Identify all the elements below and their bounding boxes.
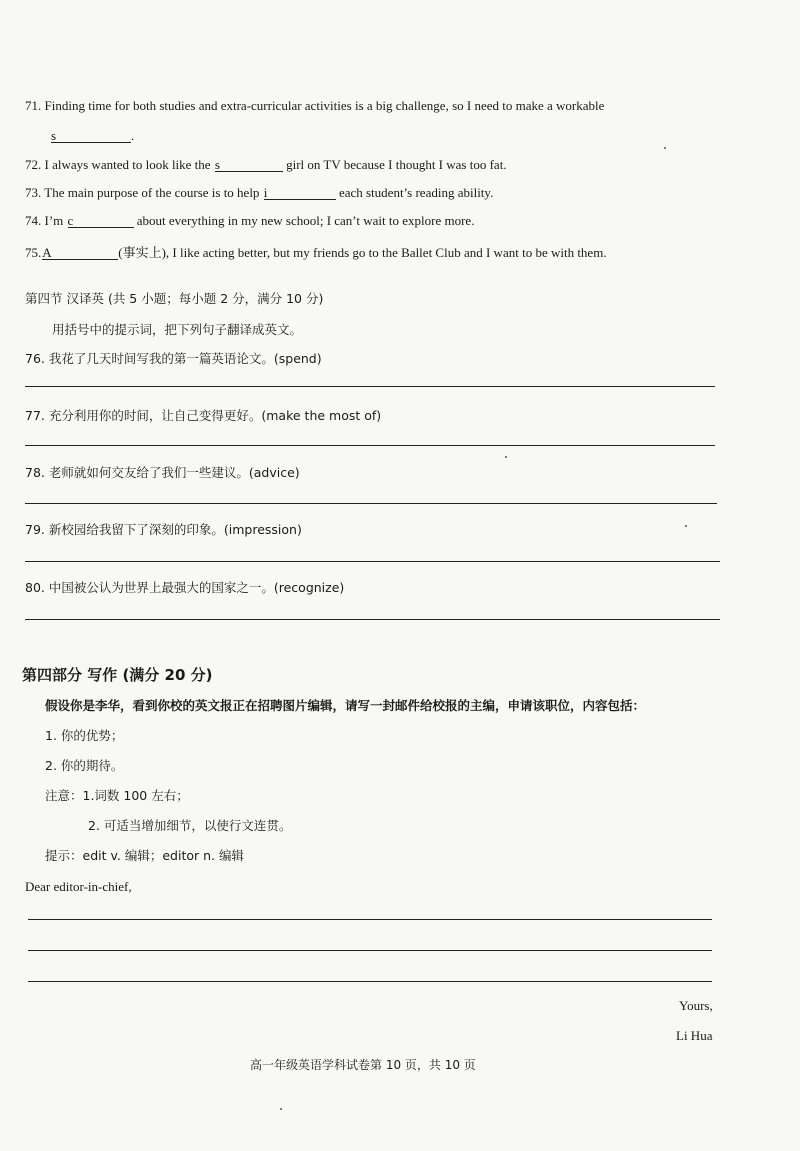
- answer-blank[interactable]: [42, 245, 118, 260]
- question-text: each student’s reading ability.: [338, 185, 494, 200]
- initial-letter: c: [67, 213, 74, 228]
- section-title: 第四节 汉译英 (共 5 小题；每小题 2 分，满分 10 分): [25, 291, 324, 306]
- question-number: 80.: [25, 580, 45, 595]
- speck: [280, 1108, 282, 1110]
- initial-letter: s: [51, 128, 57, 143]
- answer-blank[interactable]: [264, 185, 336, 200]
- writing-line[interactable]: [28, 919, 712, 920]
- letter-signature: Li Hua: [676, 1028, 713, 1043]
- writing-note: 注意：1.词数 100 左右；: [45, 788, 189, 803]
- question-75: [25, 242, 607, 261]
- answer-line[interactable]: [25, 386, 715, 387]
- question-number: 74.: [25, 213, 42, 228]
- speck: [664, 147, 666, 149]
- question-78: [25, 463, 300, 481]
- writing-note: 2. 可适当增加细节，以使行文连贯。: [88, 818, 292, 833]
- question-text: 中国被公认为世界上最强大的国家之一。(recognize): [48, 580, 345, 595]
- question-text: The main purpose of the course is to help: [44, 185, 260, 200]
- section-instruction: 用括号中的提示词，把下列句子翻译成英文。: [52, 322, 303, 337]
- question-number: 76.: [25, 351, 45, 366]
- question-text: 我花了几天时间写我的第一篇英语论文。(spend): [48, 351, 322, 366]
- question-number: 78.: [25, 465, 45, 480]
- question-text: .: [131, 128, 135, 143]
- question-number: 75.: [25, 245, 42, 260]
- question-text: Finding time for both studies and extra-curricular activities is a big challenge, so I need to make a workable: [44, 98, 605, 113]
- question-71: [25, 98, 604, 114]
- writing-point: 2. 你的期待。: [45, 758, 124, 773]
- question-number: 72.: [25, 157, 42, 172]
- answer-blank[interactable]: [51, 128, 131, 143]
- initial-letter: i: [263, 185, 268, 200]
- question-76: [25, 349, 322, 367]
- speck: [685, 525, 687, 527]
- question-text: I’m: [44, 213, 64, 228]
- answer-line[interactable]: [25, 561, 720, 562]
- question-80: [25, 578, 344, 596]
- writing-prompt: 假设你是李华，看到你校的英文报正在招聘图片编辑，请写一封邮件给校报的主编，申请该职位，内容包括：: [45, 698, 646, 713]
- question-text: about everything in my new school; I can’t wait to explore more.: [136, 213, 475, 228]
- question-71-answer: [50, 128, 134, 144]
- page-footer: 高一年级英语学科试卷第 10 页，共 10 页: [250, 1058, 476, 1072]
- question-number: 77.: [25, 408, 45, 423]
- question-text: I always wanted to look like the: [44, 157, 211, 172]
- writing-hint: 提示：edit v. 编辑；editor n. 编辑: [45, 848, 244, 863]
- question-73: [25, 185, 493, 201]
- question-number: 73.: [25, 185, 42, 200]
- initial-letter: s: [214, 157, 220, 172]
- answer-line[interactable]: [25, 445, 715, 446]
- letter-closing: Yours,: [679, 998, 713, 1013]
- answer-line[interactable]: [25, 503, 717, 504]
- writing-line[interactable]: [28, 950, 712, 951]
- question-number: 71.: [25, 98, 42, 113]
- question-79: [25, 520, 302, 538]
- initial-letter: A: [42, 245, 52, 260]
- speck: [505, 456, 507, 458]
- answer-blank[interactable]: [68, 213, 134, 228]
- question-72: [25, 157, 507, 173]
- part-title: 第四部分 写作 (满分 20 分): [22, 666, 213, 684]
- question-number: 79.: [25, 522, 45, 537]
- question-text: (事实上), I like acting better, but my friends go to the Ballet Club and I want to be with them.: [118, 245, 607, 260]
- answer-blank[interactable]: [215, 157, 283, 172]
- answer-line[interactable]: [25, 619, 720, 620]
- question-77: [25, 406, 381, 424]
- question-74: [25, 213, 474, 229]
- writing-line[interactable]: [28, 981, 712, 982]
- question-text: 新校园给我留下了深刻的印象。(impression): [48, 522, 302, 537]
- writing-point: 1. 你的优势；: [45, 728, 124, 743]
- question-text: girl on TV because I thought I was too fat.: [286, 157, 507, 172]
- question-text: 老师就如何交友给了我们一些建议。(advice): [48, 465, 300, 480]
- question-text: 充分利用你的时间，让自己变得更好。(make the most of): [48, 408, 382, 423]
- cropped-header-mark: [522, 0, 612, 4]
- letter-salutation: Dear editor-in-chief,: [25, 879, 132, 894]
